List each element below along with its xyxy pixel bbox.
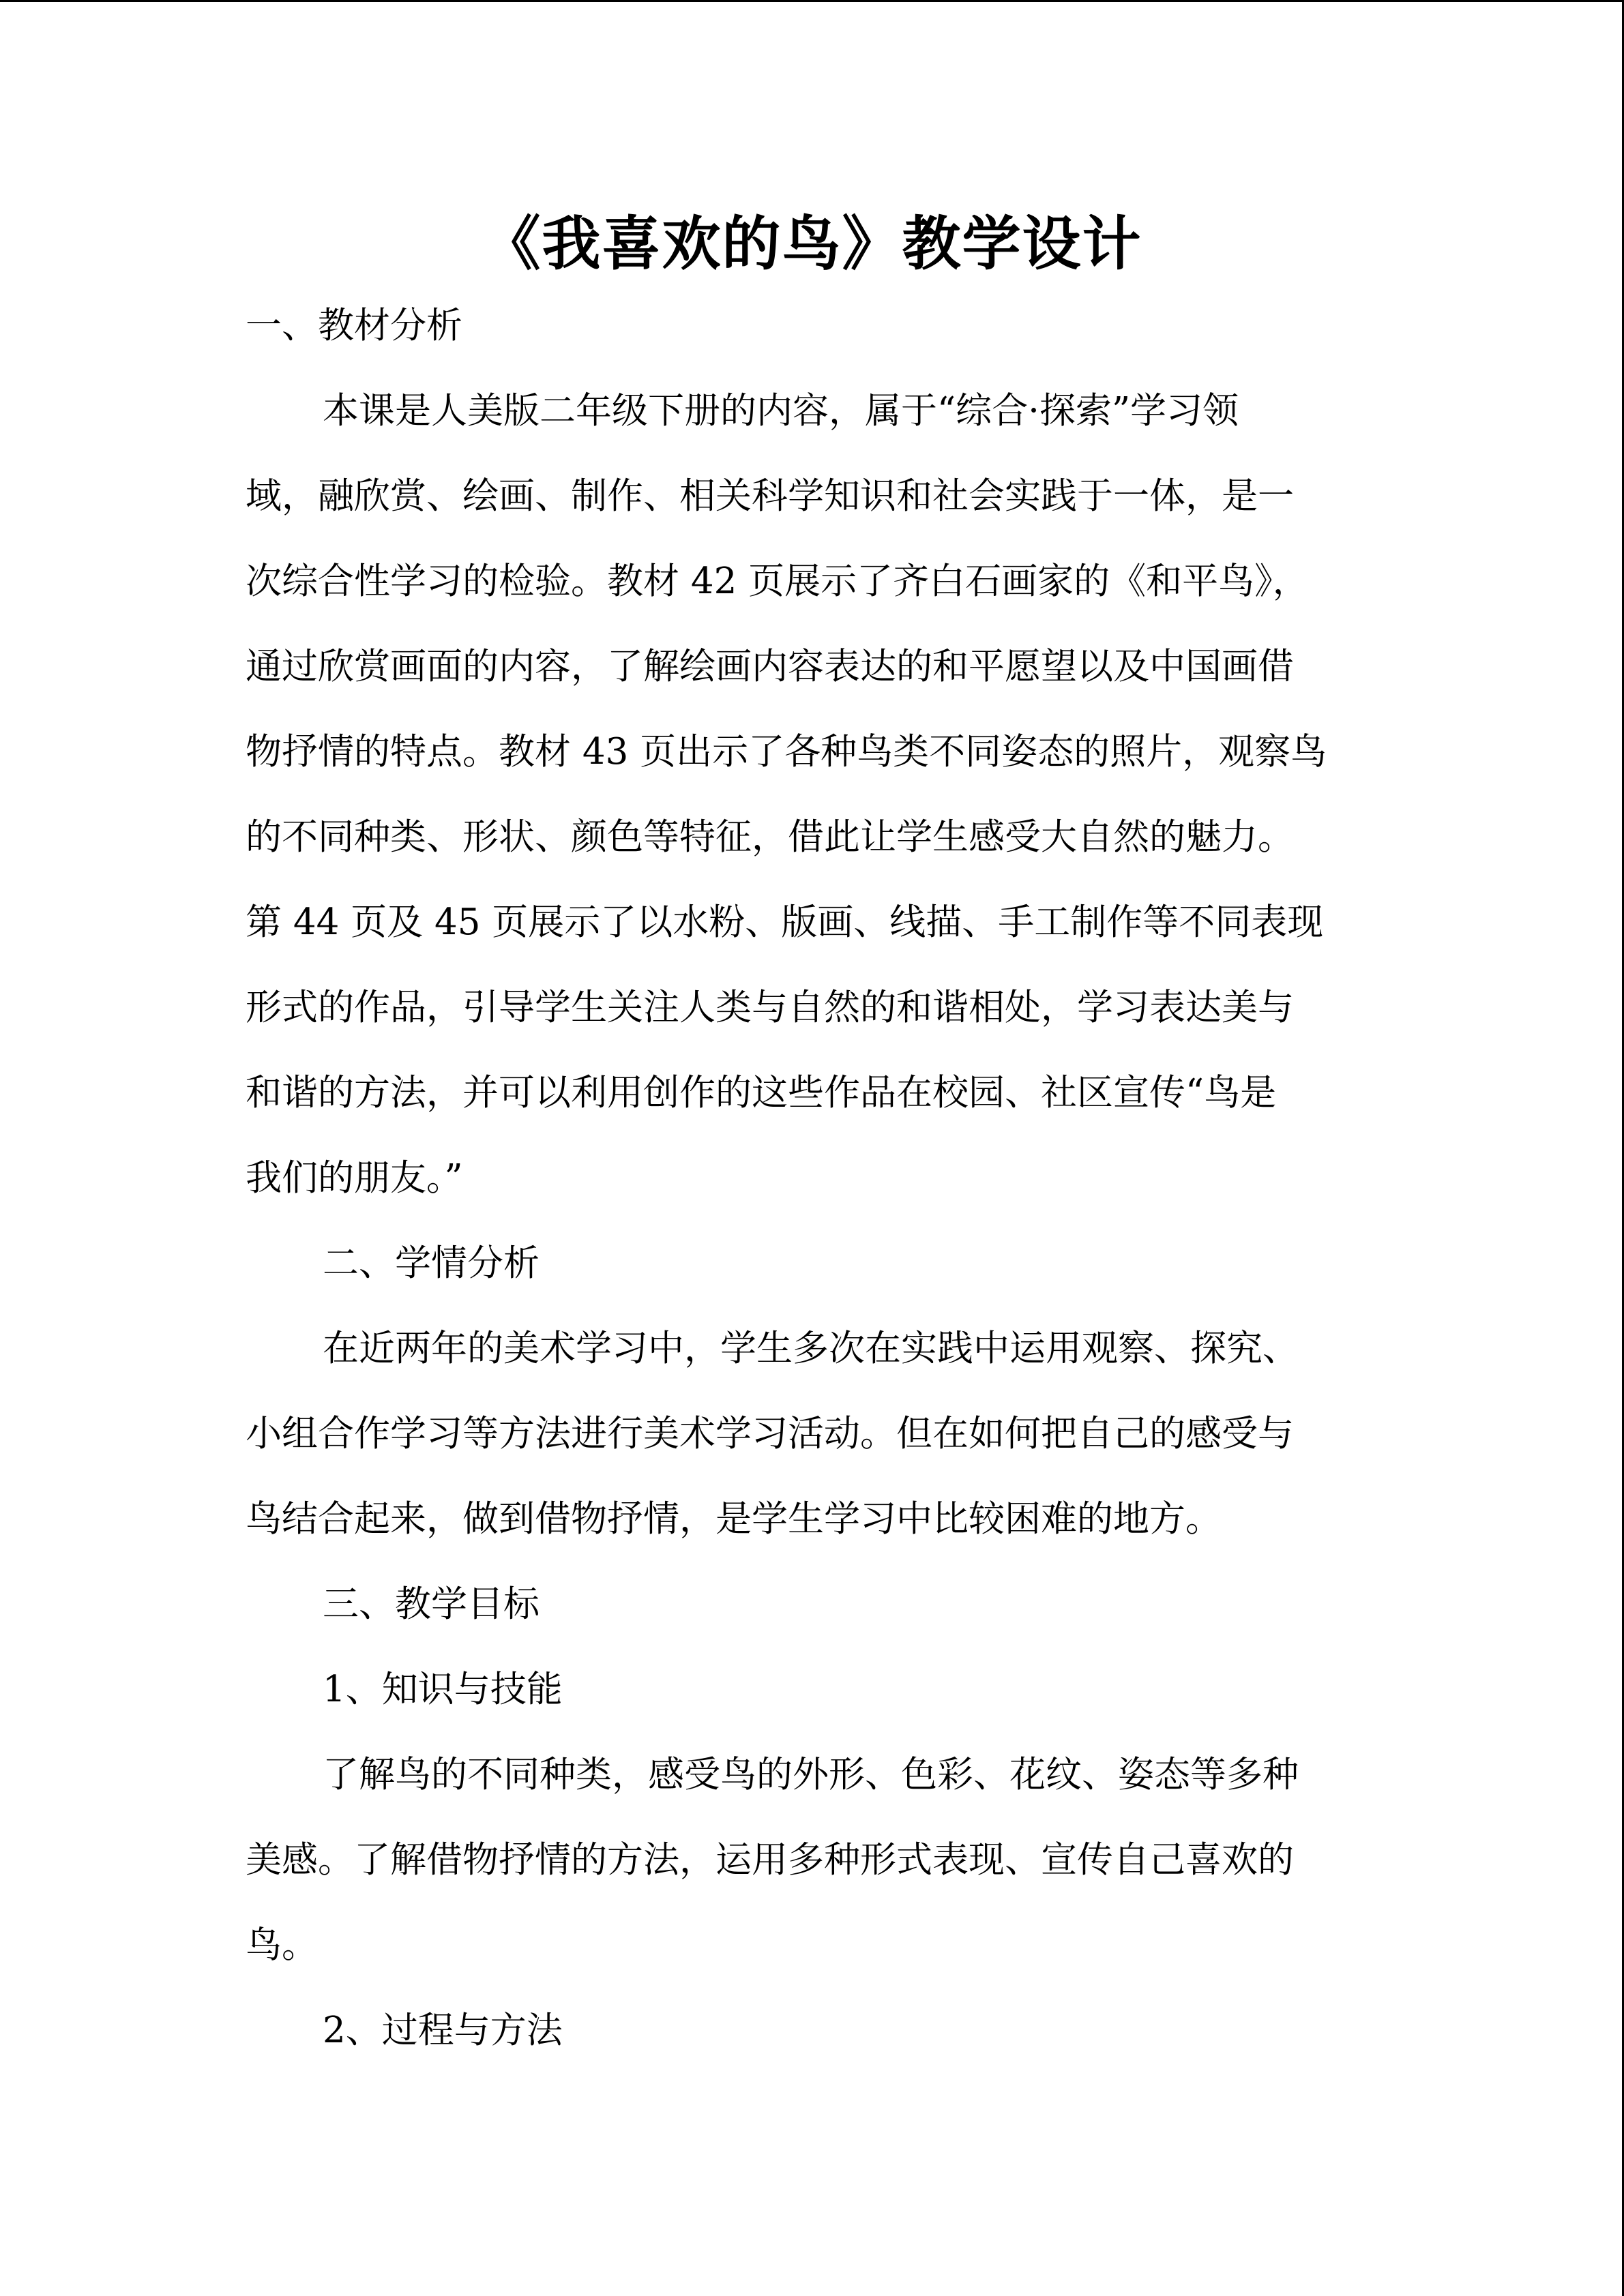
subsection-heading-process-methods: 2、过程与方法 xyxy=(323,2010,563,2051)
paragraph-line: 第 44 页及 45 页展示了以水粉、版画、线描、手工制作等不同表现 xyxy=(246,901,1324,943)
paragraph-line: 美感。了解借物抒情的方法，运用多种形式表现、宣传自己喜欢的 xyxy=(246,1839,1294,1881)
subsection-heading-knowledge-skills: 1、知识与技能 xyxy=(323,1669,563,1710)
paragraph-line: 鸟。 xyxy=(246,1924,318,1966)
paragraph-line: 本课是人美版二年级下册的内容，属于“综合·探索”学习领 xyxy=(323,390,1239,432)
paragraph-line: 的不同种类、形状、颜色等特征，借此让学生感受大自然的魅力。 xyxy=(246,816,1294,858)
paragraph-line: 形式的作品，引导学生关注人类与自然的和谐相处，学习表达美与 xyxy=(246,987,1294,1028)
section-heading-student-analysis: 二、学情分析 xyxy=(323,1242,540,1284)
paragraph-line: 了解鸟的不同种类，感受鸟的外形、色彩、花纹、姿态等多种 xyxy=(323,1754,1299,1795)
paragraph-line: 鸟结合起来，做到借物抒情，是学生学习中比较困难的地方。 xyxy=(246,1498,1222,1540)
section-heading-teaching-objectives: 三、教学目标 xyxy=(323,1583,540,1625)
document-title: 《我喜欢的鸟》教学设计 xyxy=(482,209,1142,278)
section-heading-textbook-analysis: 一、教材分析 xyxy=(246,305,462,346)
paragraph-line: 物抒情的特点。教材 43 页出示了各种鸟类不同姿态的照片，观察鸟 xyxy=(246,731,1327,773)
paragraph-line: 和谐的方法，并可以利用创作的这些作品在校园、社区宣传“鸟是 xyxy=(246,1072,1277,1114)
paragraph-line: 在近两年的美术学习中，学生多次在实践中运用观察、探究、 xyxy=(323,1328,1299,1369)
paragraph-line: 次综合性学习的检验。教材 42 页展示了齐白石画家的《和平鸟》， xyxy=(246,561,1309,602)
paragraph-line: 域，融欣赏、绘画、制作、相关科学知识和社会实践于一体，是一 xyxy=(246,475,1294,517)
paragraph-line: 小组合作学习等方法进行美术学习活动。但在如何把自己的感受与 xyxy=(246,1413,1294,1455)
paragraph-line: 通过欣赏画面的内容，了解绘画内容表达的和平愿望以及中国画借 xyxy=(246,646,1294,687)
paragraph-line: 我们的朋友。” xyxy=(246,1157,463,1199)
